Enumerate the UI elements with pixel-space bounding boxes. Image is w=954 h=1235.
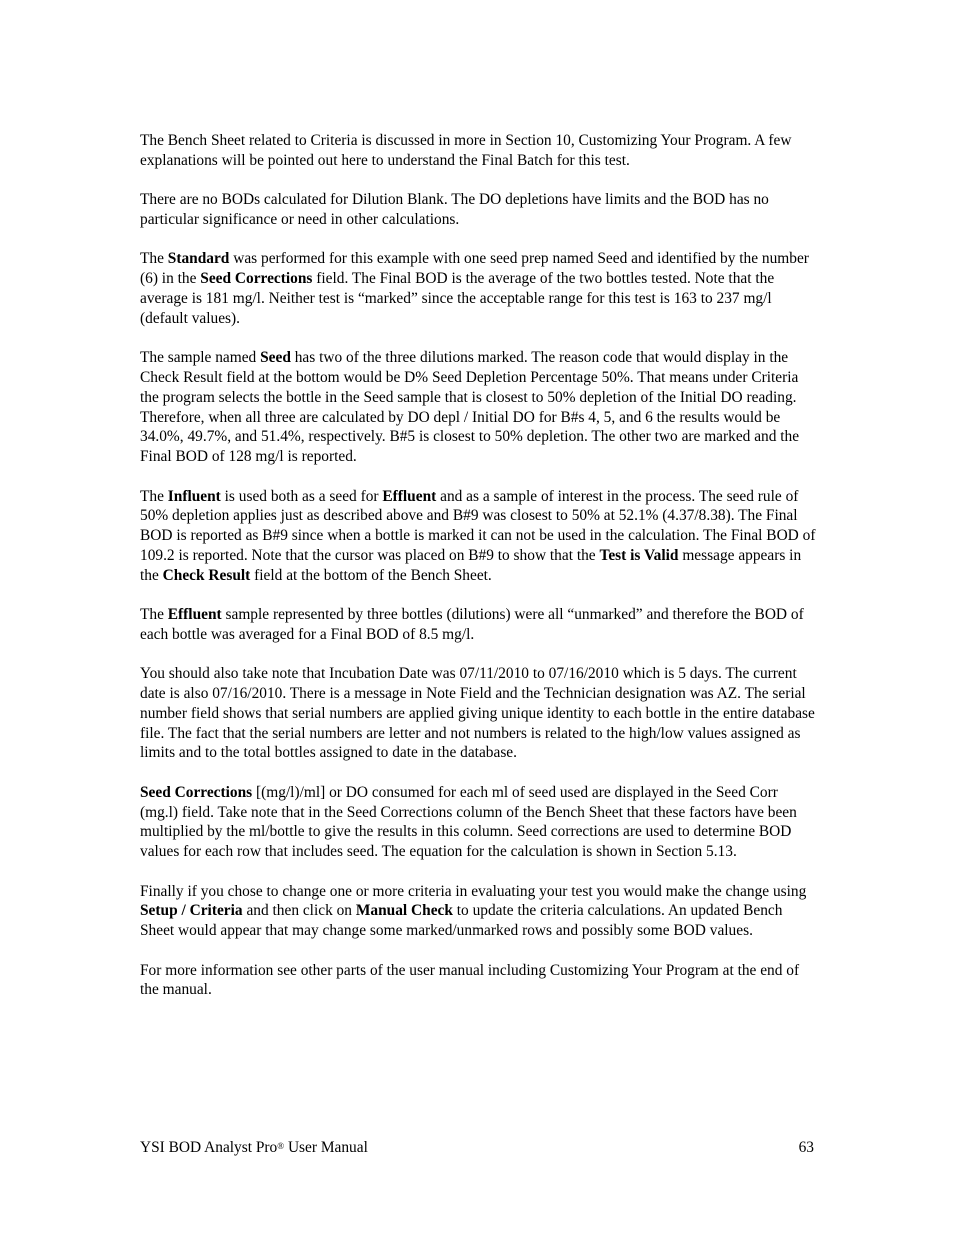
bold-term-seed-corrections: Seed Corrections xyxy=(140,783,253,801)
text: The xyxy=(140,606,168,624)
bold-term-effluent: Effluent xyxy=(382,487,437,505)
paragraph-influent xyxy=(140,487,816,586)
bold-term-seed: Seed xyxy=(260,349,291,367)
text: and as a sample of interest in the process. The seed rule of 50% depletion applies just as described above and B#9 was closest to 50% at 52.1% (4.37/8.38). The Final BOD is reported as B#9 since when a bottle is marked it can not be used in the calculation. The Final BOD of 109.2 is reported. Note that the cursor was placed on B#9 to show that the xyxy=(140,487,816,564)
text: The xyxy=(140,250,168,268)
paragraph-seed-corrections xyxy=(140,783,816,862)
paragraph-standard xyxy=(140,249,816,328)
text: field. The Final BOD is the average of the two bottles tested. Note that the average is 181 mg/l. Neither test is “marked” since the acceptable range for this test is 163 to 237 mg/l (default values). xyxy=(140,270,775,327)
bold-term-standard: Standard xyxy=(167,250,230,268)
text: has two of the three dilutions marked. The reason code that would display in the Check Result field at the bottom would be D% Seed Depletion Percentage 50%. That means under Criteria the program selects the bottle in the Seed sample that is closest to 50% depletion of the Initial DO reading. Therefore, when all three are calculated by DO depl / Initial DO for B#s 4, 5, and 6 the results would be 34.0%, 49.7%, and 51.4%, respectively. B#5 is closest to 50% depletion. The other two are marked and the Final BOD of 128 mg/l is reported. xyxy=(140,349,800,466)
registered-mark: ® xyxy=(277,1141,285,1151)
footer-manual-title xyxy=(140,1138,368,1158)
page-number: 63 xyxy=(798,1139,814,1156)
footer-title-text: YSI BOD Analyst Pro xyxy=(140,1139,278,1156)
paragraph-effluent xyxy=(140,605,816,645)
text: Finally if you chose to change one or more criteria in evaluating your test you would make the change using xyxy=(140,882,807,900)
bold-term-manual-check: Manual Check xyxy=(355,902,453,920)
bold-term-influent: Influent xyxy=(167,487,221,505)
text: There are no BODs calculated for Dilution Blank. The DO depletions have limits and the BOD has no particular significance or need in other calculations. xyxy=(140,191,769,228)
text: The sample named xyxy=(140,349,261,367)
text: and then click on xyxy=(242,902,356,920)
text: The Bench Sheet related to Criteria is discussed in more in Section 10, Customizing Your Program. A few explanations will be pointed out here to understand the Final Batch for this test. xyxy=(140,132,792,169)
paragraph-more-information xyxy=(140,961,816,1001)
bold-term-seed-corrections: Seed Corrections xyxy=(200,270,313,288)
bold-term-setup-criteria: Setup / Criteria xyxy=(140,902,243,920)
paragraph-change-criteria xyxy=(140,882,816,941)
paragraph-incubation-date xyxy=(140,664,816,763)
text: sample represented by three bottles (dilutions) were all “unmarked” and therefore the BOD of each bottle was averaged for a Final BOD of 8.5 mg/l. xyxy=(140,606,804,643)
text: is used both as a seed for xyxy=(220,487,383,505)
bold-term-effluent: Effluent xyxy=(167,606,222,624)
text: message appears in the xyxy=(140,546,802,584)
text: You should also take note that Incubation Date was 07/11/2010 to 07/16/2010 which is 5 days. The current date is also 07/16/2010. There is a message in Note Field and the Technician designation was AZ. The serial number field shows that serial numbers are applied giving unique identity to each bottle in the entire database file. The fact that the serial numbers are letter and not numbers is related to the high/low values assigned as limits and to the total bottles assigned to date in the database. xyxy=(140,665,815,762)
footer-title-text: User Manual xyxy=(284,1139,368,1156)
text: The xyxy=(140,487,168,505)
paragraph-seed-sample xyxy=(140,348,816,467)
text: to update the criteria calculations. An updated Bench Sheet would appear that may change some marked/unmarked rows and possibly some BOD values. xyxy=(140,902,783,940)
text: [(mg/l)/ml] or DO consumed for each ml of seed used are displayed in the Seed Corr (mg.l) field. Take note that in the Seed Corrections column of the Bench Sheet that these factors have been multiplied by the ml/bottle to give the results in this column. Seed corrections are used to determine BOD values for each row that includes seed. The equation for the calculation is shown in Section 5.13. xyxy=(140,783,797,861)
bold-term-test-is-valid: Test is Valid xyxy=(599,546,679,564)
paragraph-bench-sheet-intro xyxy=(140,131,816,171)
text: For more information see other parts of the user manual including Customizing Your Program at the end of the manual. xyxy=(140,961,800,999)
text: was performed for this example with one seed prep named Seed and identified by the number (6) in the xyxy=(140,250,809,288)
bold-term-check-result: Check Result xyxy=(162,566,251,584)
body-text xyxy=(140,131,816,1020)
paragraph-dilution-blank xyxy=(140,190,816,230)
text: field at the bottom of the Bench Sheet. xyxy=(250,566,492,584)
